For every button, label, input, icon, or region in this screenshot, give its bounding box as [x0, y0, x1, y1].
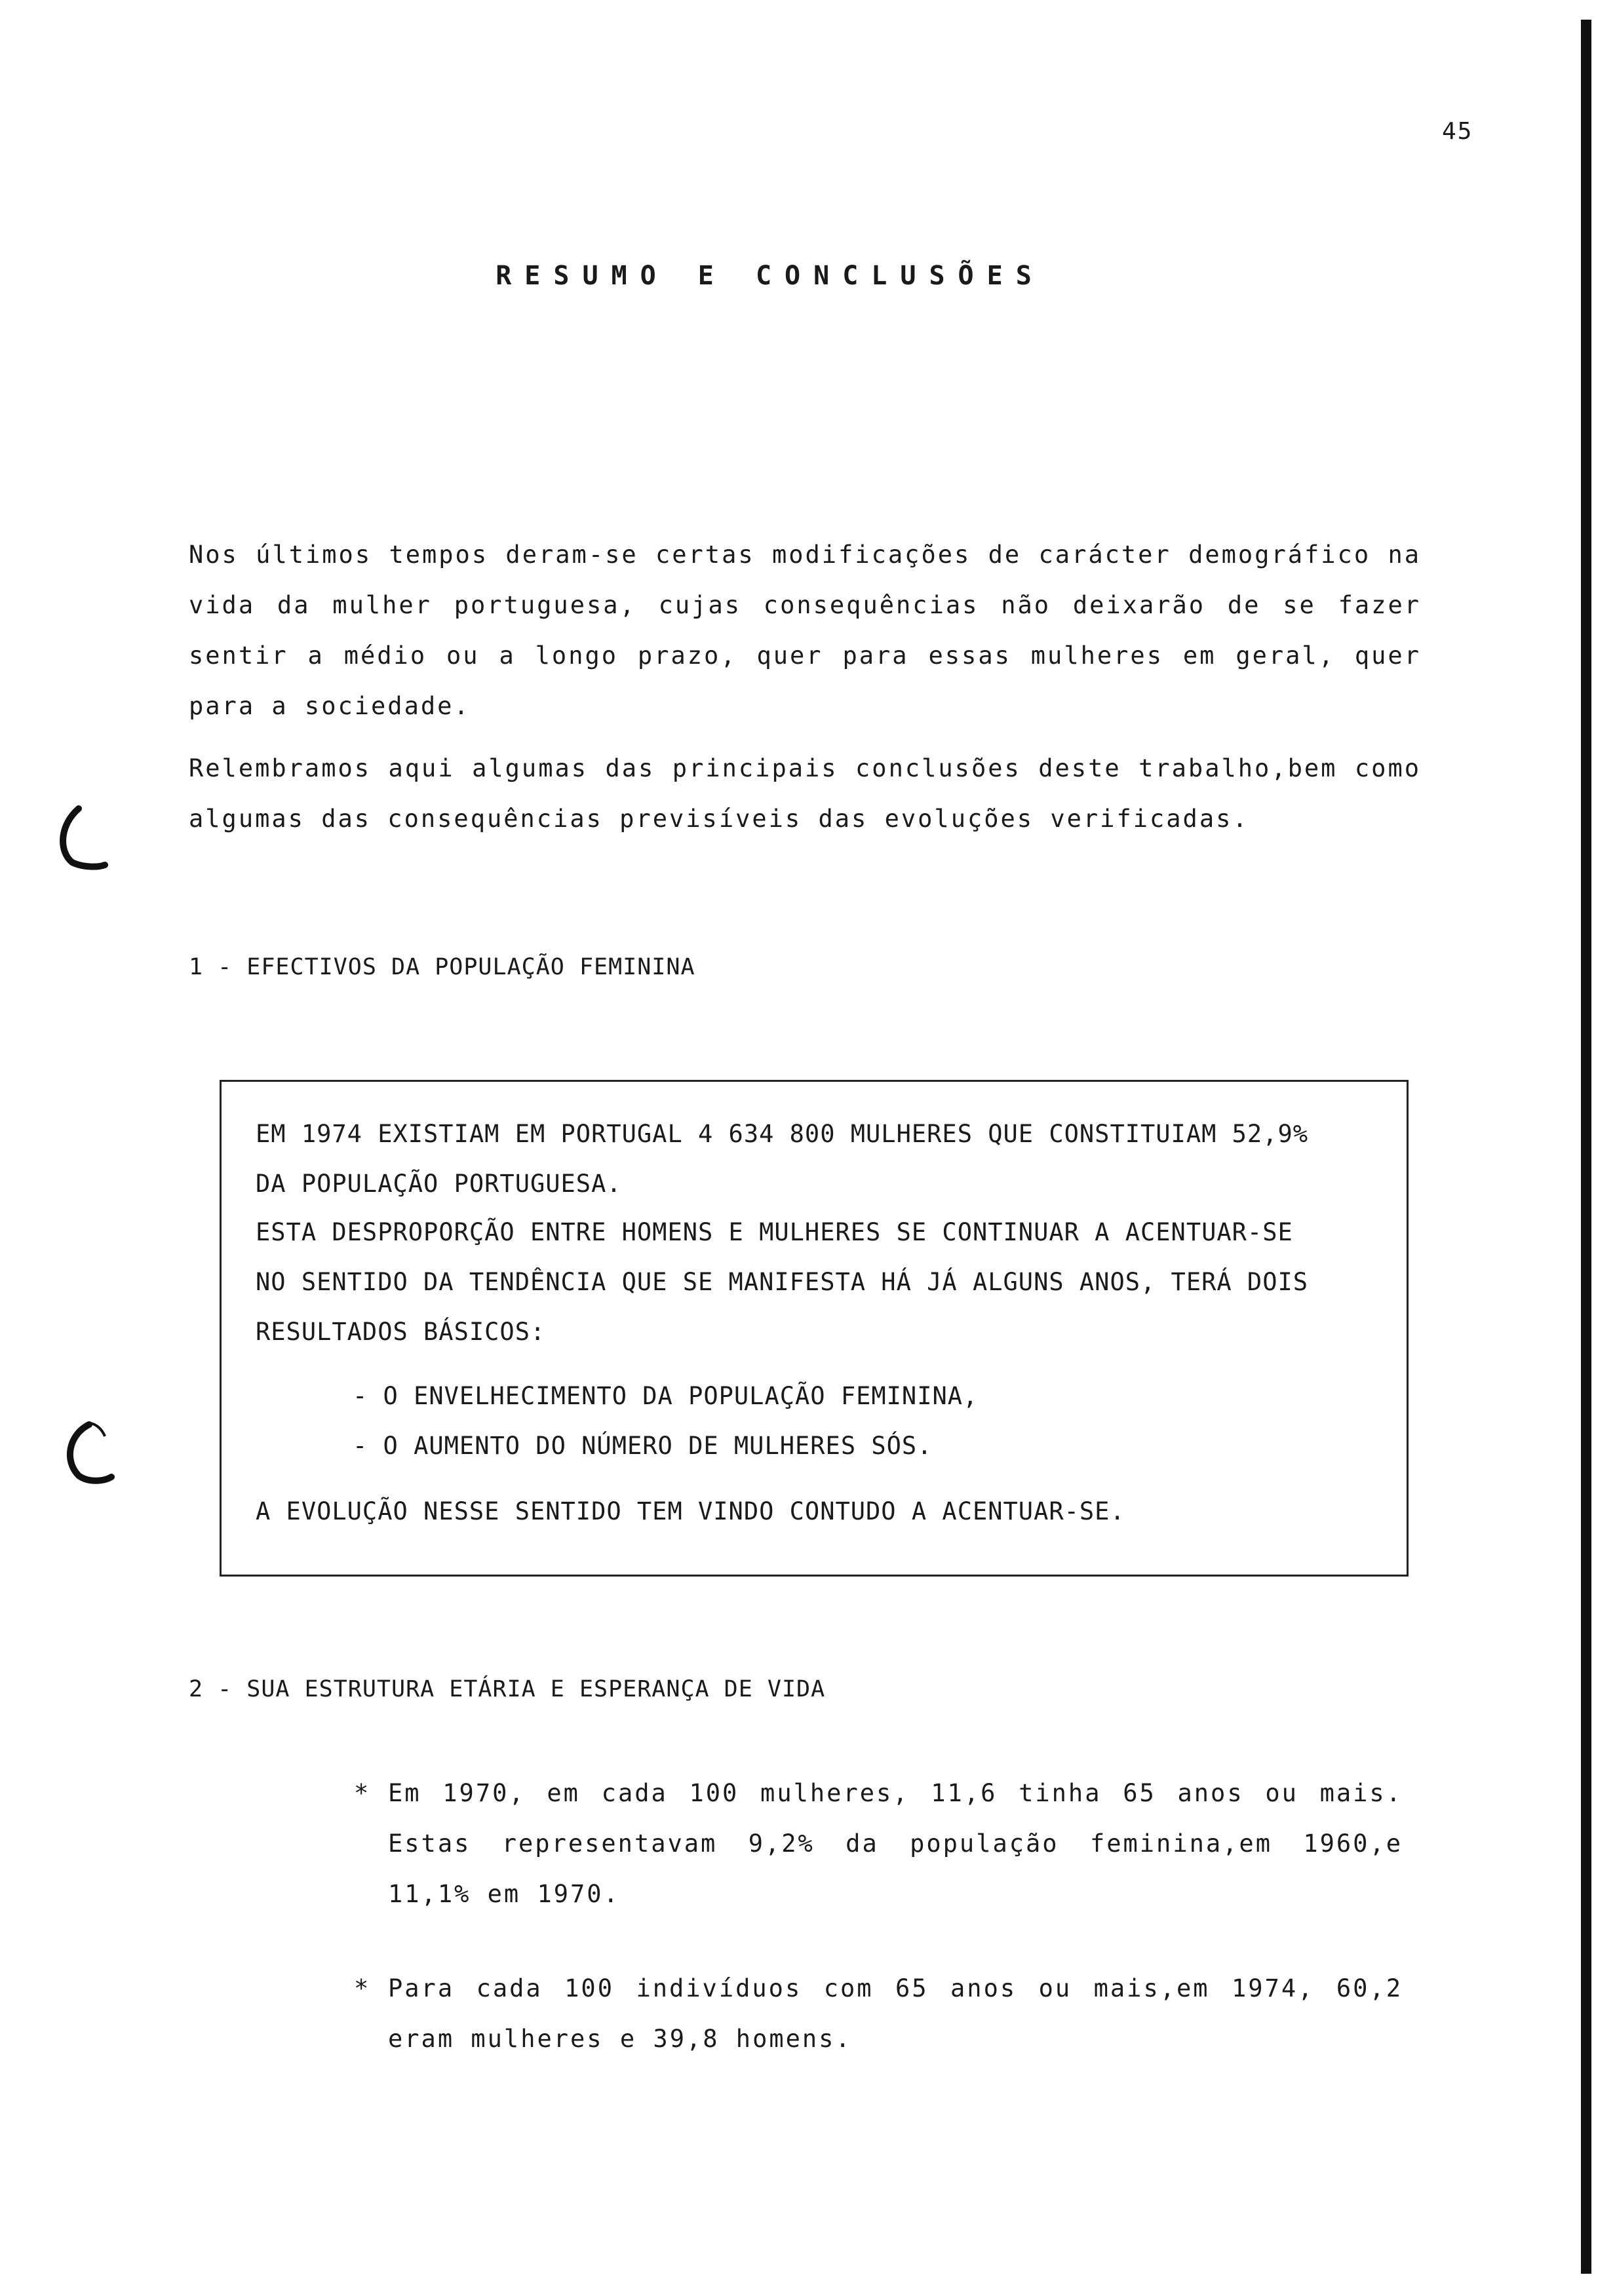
box-line: ESTA DESPROPORÇÃO ENTRE HOMENS E MULHERES SE CONTINUAR A ACENTUAR-SE	[256, 1218, 1293, 1246]
bullet-text: Em 1970, em cada 100 mulheres, 11,6 tinha 65 anos ou mais. Estas representavam 9,2% da população feminina,em 1960,e 11,1% em 1970.	[388, 1779, 1403, 1908]
bullet-item	[354, 1768, 1403, 1919]
box-line: NO SENTIDO DA TENDÊNCIA QUE SE MANIFESTA HÁ JÁ ALGUNS ANOS, TERÁ DOIS	[256, 1268, 1309, 1296]
scan-edge-shadow	[1581, 20, 1591, 2274]
page-title: RESUMO E CONCLUSÕES	[496, 261, 1045, 291]
summary-box	[220, 1080, 1409, 1577]
section-1-heading: 1 - EFECTIVOS DA POPULAÇÃO FEMININA	[189, 954, 695, 980]
binder-hole-mark-icon	[55, 1415, 121, 1487]
bullet-text: Para cada 100 indivíduos com 65 anos ou mais,em 1974, 60,2 eram mulheres e 39,8 homens.	[388, 1974, 1403, 2053]
intro-paragraph-1: Nos últimos tempos deram-se certas modificações de carácter demográfico na vida da mulher portuguesa, cujas consequências não deixarão de se fazer sentir a médio ou a longo prazo, quer para essas mulheres em geral, quer para a sociedade.	[189, 541, 1421, 720]
box-line: DA POPULAÇÃO PORTUGUESA.	[256, 1170, 622, 1198]
box-line: RESULTADOS BÁSICOS:	[256, 1318, 546, 1346]
binder-hole-mark-icon	[52, 799, 111, 871]
bullet-item	[354, 1963, 1403, 2064]
asterisk-bullet-icon: *	[354, 1779, 371, 1807]
page-number: 45	[1442, 118, 1473, 145]
section-2-heading: 2 - SUA ESTRUTURA ETÁRIA E ESPERANÇA DE VIDA	[189, 1676, 826, 1702]
box-list-item: - O ENVELHECIMENTO DA POPULAÇÃO FEMININA,	[353, 1382, 979, 1410]
asterisk-bullet-icon: *	[354, 1974, 371, 2002]
box-list-item: - O AUMENTO DO NÚMERO DE MULHERES SÓS.	[353, 1432, 933, 1460]
box-line: A EVOLUÇÃO NESSE SENTIDO TEM VINDO CONTUDO A ACENTUAR-SE.	[256, 1497, 1125, 1525]
box-line: EM 1974 EXISTIAM EM PORTUGAL 4 634 800 MULHERES QUE CONSTITUIAM 52,9%	[256, 1120, 1309, 1148]
intro-paragraph-2: Relembramos aqui algumas das principais conclusões deste trabalho,bem como algumas das consequências previsíveis das evoluções verificadas.	[189, 754, 1421, 833]
